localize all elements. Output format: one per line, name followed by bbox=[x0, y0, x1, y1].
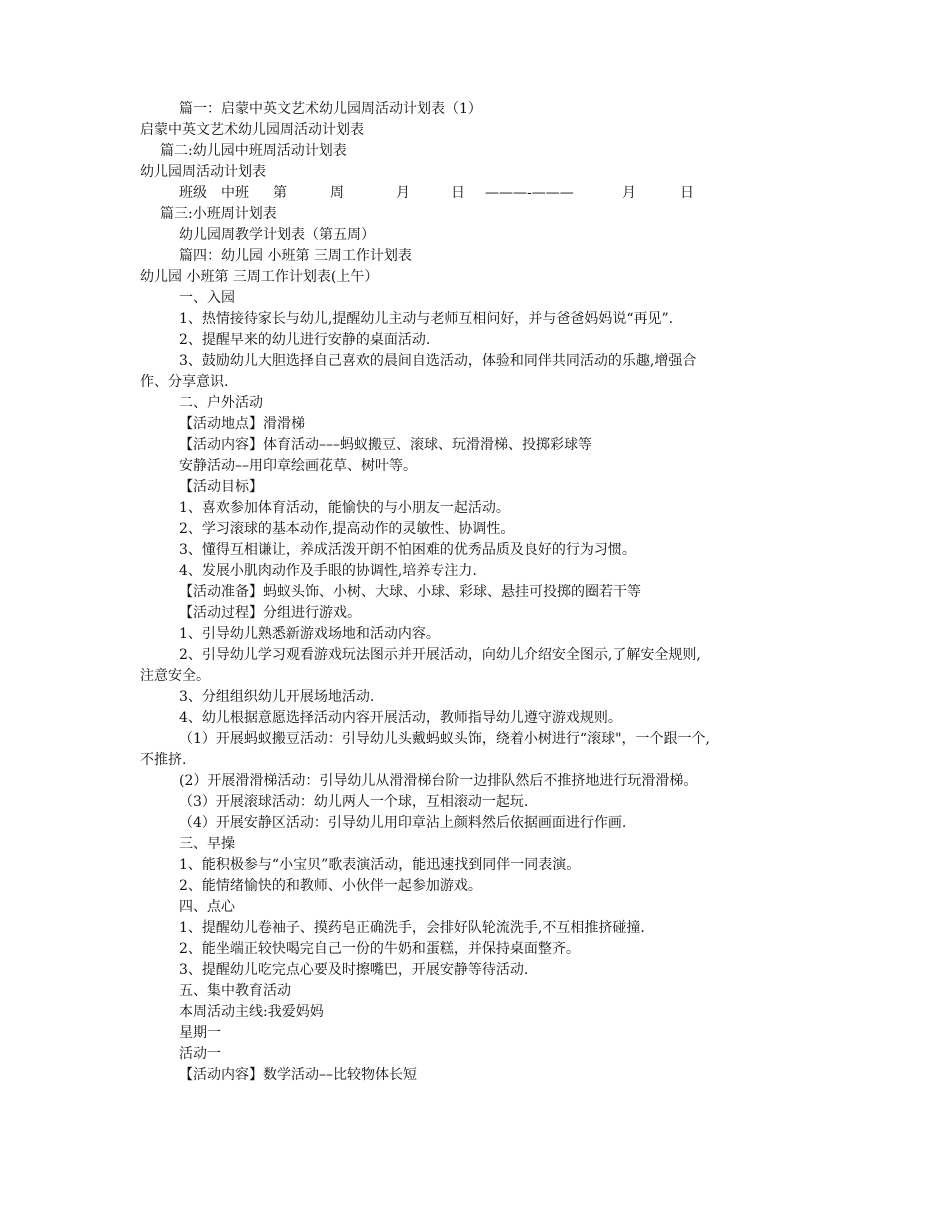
month-label-1: 月 bbox=[396, 185, 410, 201]
doc-line-1: 篇一：启蒙中英文艺术幼儿园周活动计划表（1） bbox=[179, 101, 482, 117]
week-prefix: 第 bbox=[273, 185, 287, 201]
doc-line-39: 1、提醒幼儿卷袖子、摸药皂正确洗手，会排好队轮流洗手,不互相推挤碰撞. bbox=[179, 920, 645, 936]
doc-line-10: 1、热情接待家长与幼儿,提醒幼儿主动与老师互相问好，并与爸爸妈妈说“再见”. bbox=[179, 311, 674, 327]
doc-line-3: 篇二:幼儿园中班周活动计划表 bbox=[160, 143, 347, 159]
week-suffix: 周 bbox=[330, 185, 344, 201]
doc-line-38: 四、点心 bbox=[179, 899, 235, 915]
doc-line-6: 幼儿园周教学计划表（第五周） bbox=[179, 227, 375, 243]
doc-line-23: 【活动准备】蚂蚁头饰、小树、大球、小球、彩球、悬挂可投掷的圈若干等 bbox=[179, 584, 641, 600]
doc-line-29: 4、幼儿根据意愿选择活动内容开展活动，教师指导幼儿遵守游戏规则。 bbox=[179, 710, 622, 726]
doc-line-13: 作、分享意识. bbox=[140, 374, 229, 390]
class-grade: 中班 bbox=[221, 185, 249, 201]
doc-line-30: （1）开展蚂蚁搬豆活动：引导幼儿头戴蚂蚁头饰，绕着小树进行“滚球"，一个跟一个, bbox=[179, 731, 710, 747]
doc-line-14: 二、户外活动 bbox=[179, 395, 263, 411]
doc-line-37: 2、能情绪愉快的和教师、小伙伴一起参加游戏。 bbox=[179, 878, 482, 894]
day-label-2: 日 bbox=[680, 185, 694, 201]
month-label-2: 月 bbox=[622, 185, 636, 201]
doc-line-2: 启蒙中英文艺术幼儿园周活动计划表 bbox=[140, 122, 364, 138]
doc-line-8: 幼儿园 小班第 三周工作计划表(上午） bbox=[140, 269, 379, 285]
doc-line-15: 【活动地点】滑滑梯 bbox=[179, 416, 305, 432]
doc-line-12: 3、鼓励幼儿大胆选择自己喜欢的晨间自选活动，体验和同伴共同活动的乐趣,增强合 bbox=[179, 353, 697, 369]
doc-line-25: 1、引导幼儿熟悉新游戏场地和活动内容。 bbox=[179, 626, 440, 642]
doc-line-5: 篇三:小班周计划表 bbox=[160, 206, 277, 222]
doc-line-41: 3、提醒幼儿吃完点心要及时擦嘴巴，开展安静等待活动. bbox=[179, 962, 529, 978]
doc-line-20: 2、学习滚球的基本动作,提高动作的灵敏性、协调性。 bbox=[179, 521, 515, 537]
doc-line-11: 2、提醒早来的幼儿进行安静的桌面活动. bbox=[179, 332, 431, 348]
doc-line-18: 【活动目标】 bbox=[179, 479, 263, 495]
doc-line-33: （3）开展滚球活动：幼儿两人一个球，互相滚动一起玩. bbox=[179, 794, 529, 810]
class-info-row bbox=[179, 183, 739, 204]
doc-line-19: 1、喜欢参加体育活动，能愉快的与小朋友一起活动。 bbox=[179, 500, 510, 516]
doc-line-22: 4、发展小肌肉动作及手眼的协调性,培养专注力. bbox=[179, 563, 477, 579]
day-label-1: 日 bbox=[451, 185, 465, 201]
doc-line-16: 【活动内容】体育活动–––蚂蚁搬豆、滚球、玩滑滑梯、投掷彩球等 bbox=[179, 437, 592, 453]
doc-line-44: 星期一 bbox=[179, 1025, 221, 1041]
doc-line-24: 【活动过程】分组进行游戏。 bbox=[179, 605, 361, 621]
doc-line-7: 篇四：幼儿园 小班第 三周工作计划表 bbox=[179, 248, 412, 264]
doc-line-36: 1、能积极参与“小宝贝”歌表演活动，能迅速找到同伴一同表演。 bbox=[179, 857, 581, 873]
doc-line-32: (2）开展滑滑梯活动：引导幼儿从滑滑梯台阶一边排队然后不推挤地进行玩滑滑梯。 bbox=[179, 773, 698, 789]
doc-line-28: 3、分组组织幼儿开展场地活动. bbox=[179, 689, 375, 705]
doc-line-17: 安静活动––用印章绘画花草、树叶等。 bbox=[179, 458, 417, 474]
doc-line-42: 五、集中教育活动 bbox=[179, 983, 291, 999]
doc-line-46: 【活动内容】数学活动––比较物体长短 bbox=[179, 1067, 417, 1083]
doc-line-45: 活动一 bbox=[179, 1046, 221, 1062]
doc-line-27: 注意安全。 bbox=[140, 668, 210, 684]
doc-line-35: 三、早操 bbox=[179, 836, 235, 852]
doc-line-40: 2、能坐端正较快喝完自己一份的牛奶和蛋糕，并保持桌面整齐。 bbox=[179, 941, 580, 957]
doc-line-31: 不推挤. bbox=[140, 752, 187, 768]
doc-line-43: 本周活动主线:我爱妈妈 bbox=[179, 1004, 324, 1020]
doc-line-34: （4）开展安静区活动：引导幼儿用印章沾上颜料然后依据画面进行作画. bbox=[179, 815, 627, 831]
date-range-dash: ———-——— bbox=[485, 185, 574, 201]
doc-line-26: 2、引导幼儿学习观看游戏玩法图示并开展活动，向幼儿介绍安全图示,了解安全规则, bbox=[179, 647, 701, 663]
doc-line-4: 幼儿园周活动计划表 bbox=[140, 164, 266, 180]
class-label: 班级 bbox=[179, 185, 207, 201]
doc-line-9: 一、入园 bbox=[179, 290, 235, 306]
doc-line-21: 3、懂得互相谦让，养成活泼开朗不怕困难的优秀品质及良好的行为习惯。 bbox=[179, 542, 636, 558]
